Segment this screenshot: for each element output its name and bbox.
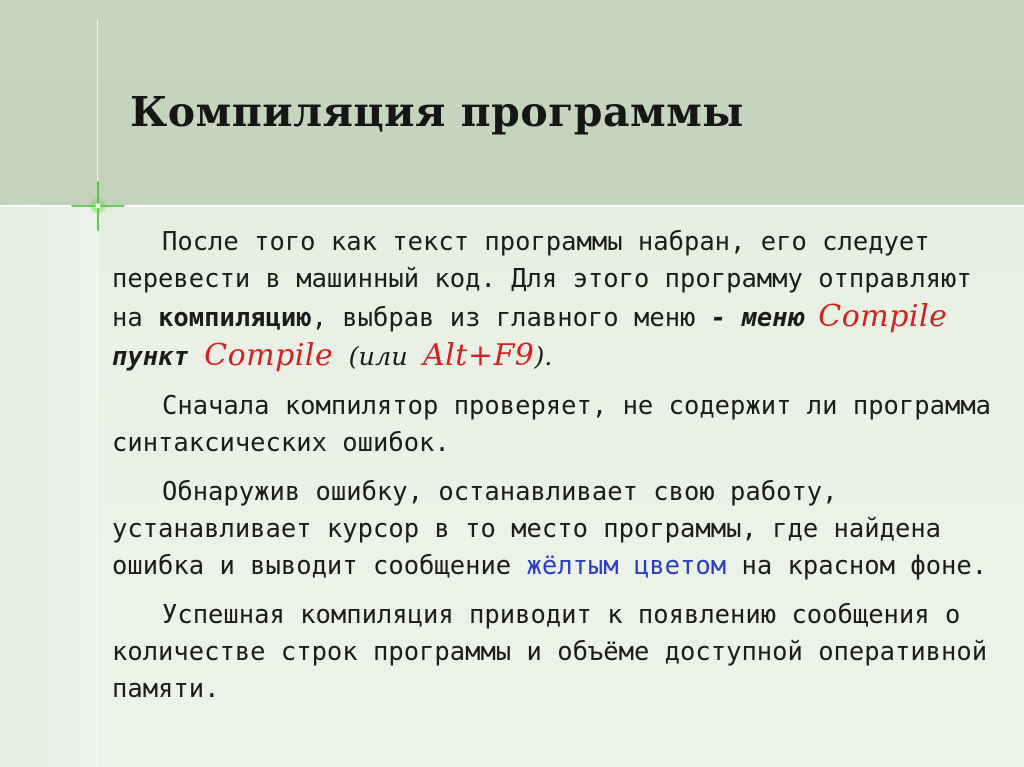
p1-bold-compilation: компиляцию: [158, 303, 312, 333]
compile-item-label: Compile: [204, 338, 334, 373]
p1-menu-label: - меню: [695, 303, 803, 333]
p1-or-label: (или: [348, 342, 408, 372]
slide-body: [112, 224, 992, 720]
hotkey-label: Alt+F9: [423, 338, 535, 373]
left-band: [0, 205, 98, 767]
compile-menu-label: Compile: [818, 299, 948, 334]
p1-text-before: После того как текст программы набран, его следует перевести в машинный код. Для этого программу отправляют на: [112, 227, 972, 333]
p3-text-before: Обнаружив ошибку, останавливает свою работу, устанавливает курсор в то место программы, где найдена ошибка и выводит сообщение: [112, 477, 942, 581]
p1-item-label: пункт: [112, 342, 205, 372]
vertical-divider: [97, 20, 98, 767]
yellow-color-phrase: жёлтым цветом: [526, 551, 727, 581]
p1-text-after: , выбрав из главного меню: [311, 303, 696, 333]
paragraph-syntax-check: Сначала компилятор проверяет, не содержит ли программа синтаксических ошибок.: [112, 391, 992, 458]
paragraph-success: Успешная компиляция приводит к появлению сообщения о количестве строк программы и объёме доступной оперативной памяти.: [112, 600, 988, 704]
slide-title: Компиляция программы: [130, 88, 744, 136]
paragraph-compile-intro: [112, 224, 992, 376]
paragraph-error-message: [112, 474, 992, 585]
horizontal-divider: [0, 205, 1024, 207]
p3-text-after: на красном фоне.: [726, 551, 988, 581]
p1-close-paren: ).: [534, 342, 553, 372]
